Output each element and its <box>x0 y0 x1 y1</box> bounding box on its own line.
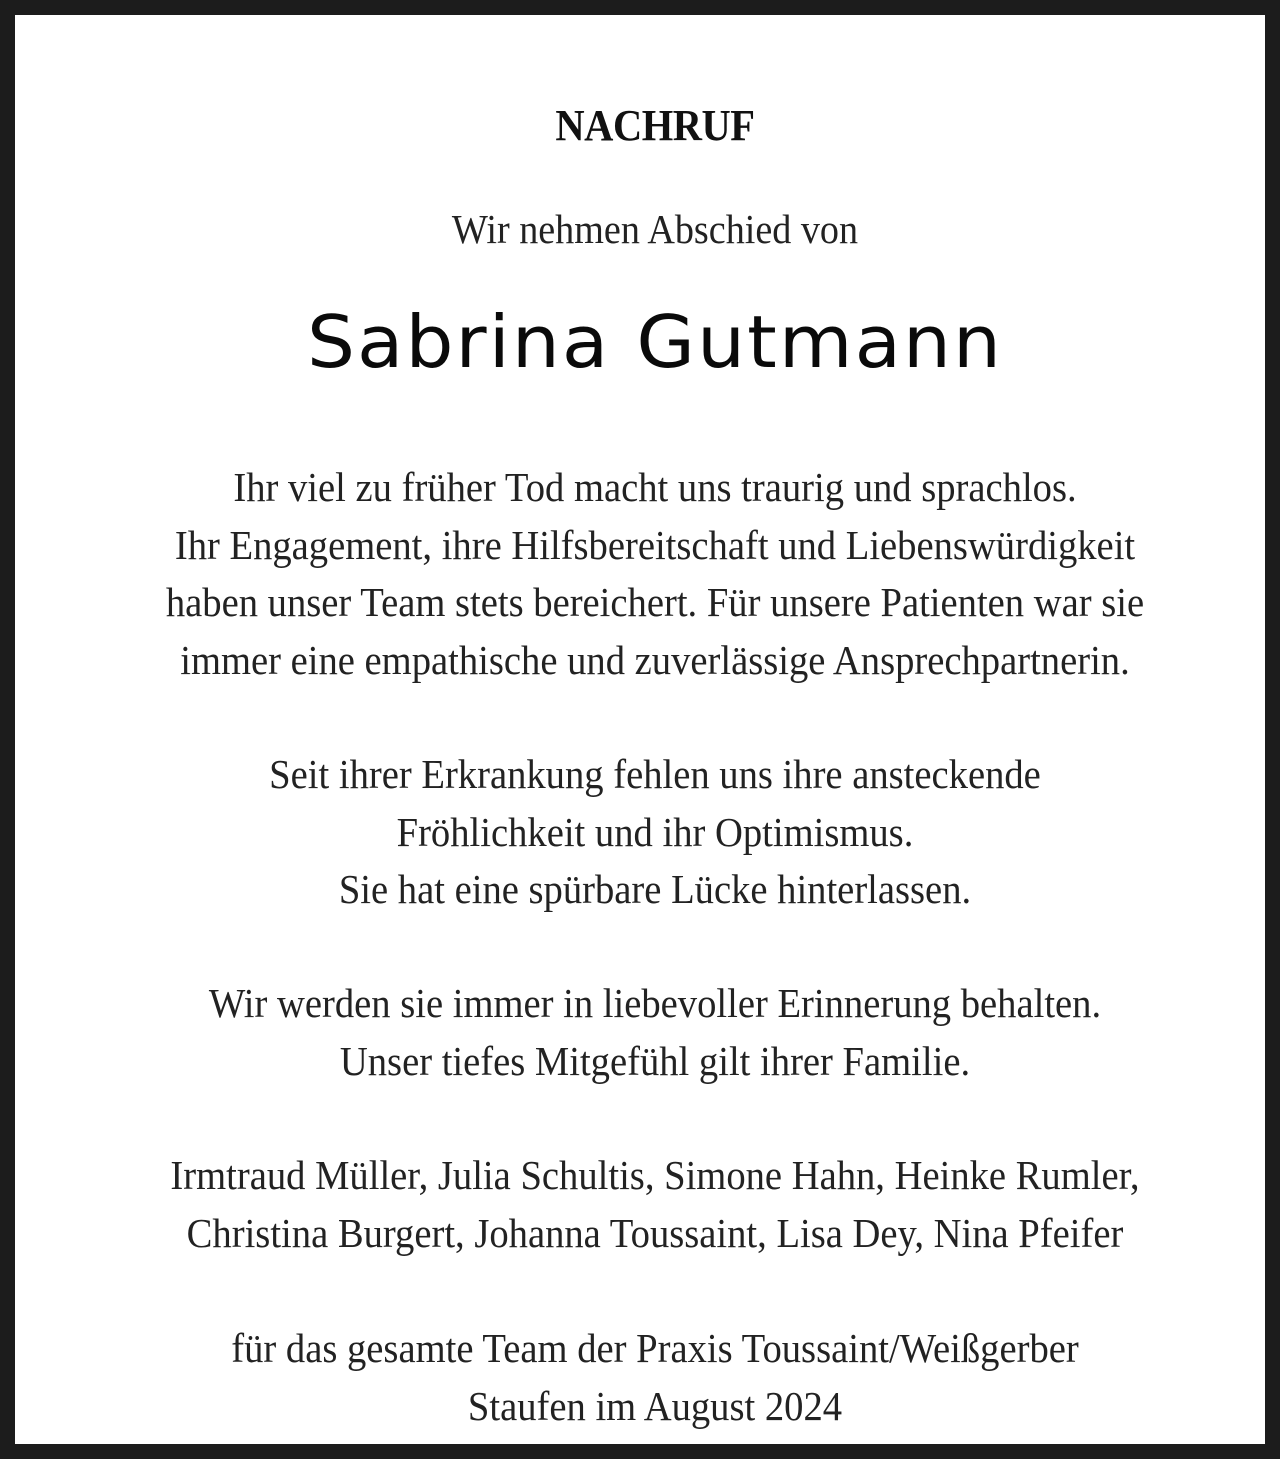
sender-and-date <box>30 1320 1280 1435</box>
text-line: Christina Burgert, Johanna Toussaint, Lisa Dey, Nina Pfeifer <box>186 1209 1124 1256</box>
intro-text: Wir nehmen Abschied von <box>451 206 859 252</box>
tribute-paragraph <box>30 459 1280 689</box>
remembrance-paragraph <box>30 975 1280 1090</box>
text-line: Wir werden sie immer in liebevoller Erinnerung behalten. <box>208 980 1102 1026</box>
text-line: für das gesamte Team der Praxis Toussaint/Weißgerber <box>231 1325 1079 1371</box>
text-line: immer eine empathische und zuverlässige Ansprechpartnerin. <box>180 636 1130 683</box>
text-line: Fröhlichkeit und ihr Optimismus. <box>396 808 914 855</box>
illness-paragraph <box>30 746 1280 919</box>
headline: NACHRUF <box>555 101 755 150</box>
text-line: Ihr Engagement, ihre Hilfsbereitschaft und Liebenswürdigkeit <box>174 521 1136 568</box>
obituary-notice <box>30 30 1280 1459</box>
signatories <box>30 1147 1280 1262</box>
text-line: Irmtraud Müller, Julia Schultis, Simone Hahn, Heinke Rumler, <box>170 1152 1140 1198</box>
text-line: Staufen im August 2024 <box>467 1382 843 1429</box>
text-line: Unser tiefes Mitgefühl gilt ihrer Familie. <box>339 1037 971 1084</box>
deceased-name: Sabrina Gutmann <box>306 300 1004 384</box>
text-line: haben unser Team stets bereichert. Für unsere Patienten war sie <box>165 579 1145 625</box>
text-line: Sie hat eine spürbare Lücke hinterlassen. <box>338 866 972 912</box>
text-line: Ihr viel zu früher Tod macht uns traurig und sprachlos. <box>233 464 1077 510</box>
text-line: Seit ihrer Erkrankung fehlen uns ihre ansteckende <box>269 751 1041 797</box>
